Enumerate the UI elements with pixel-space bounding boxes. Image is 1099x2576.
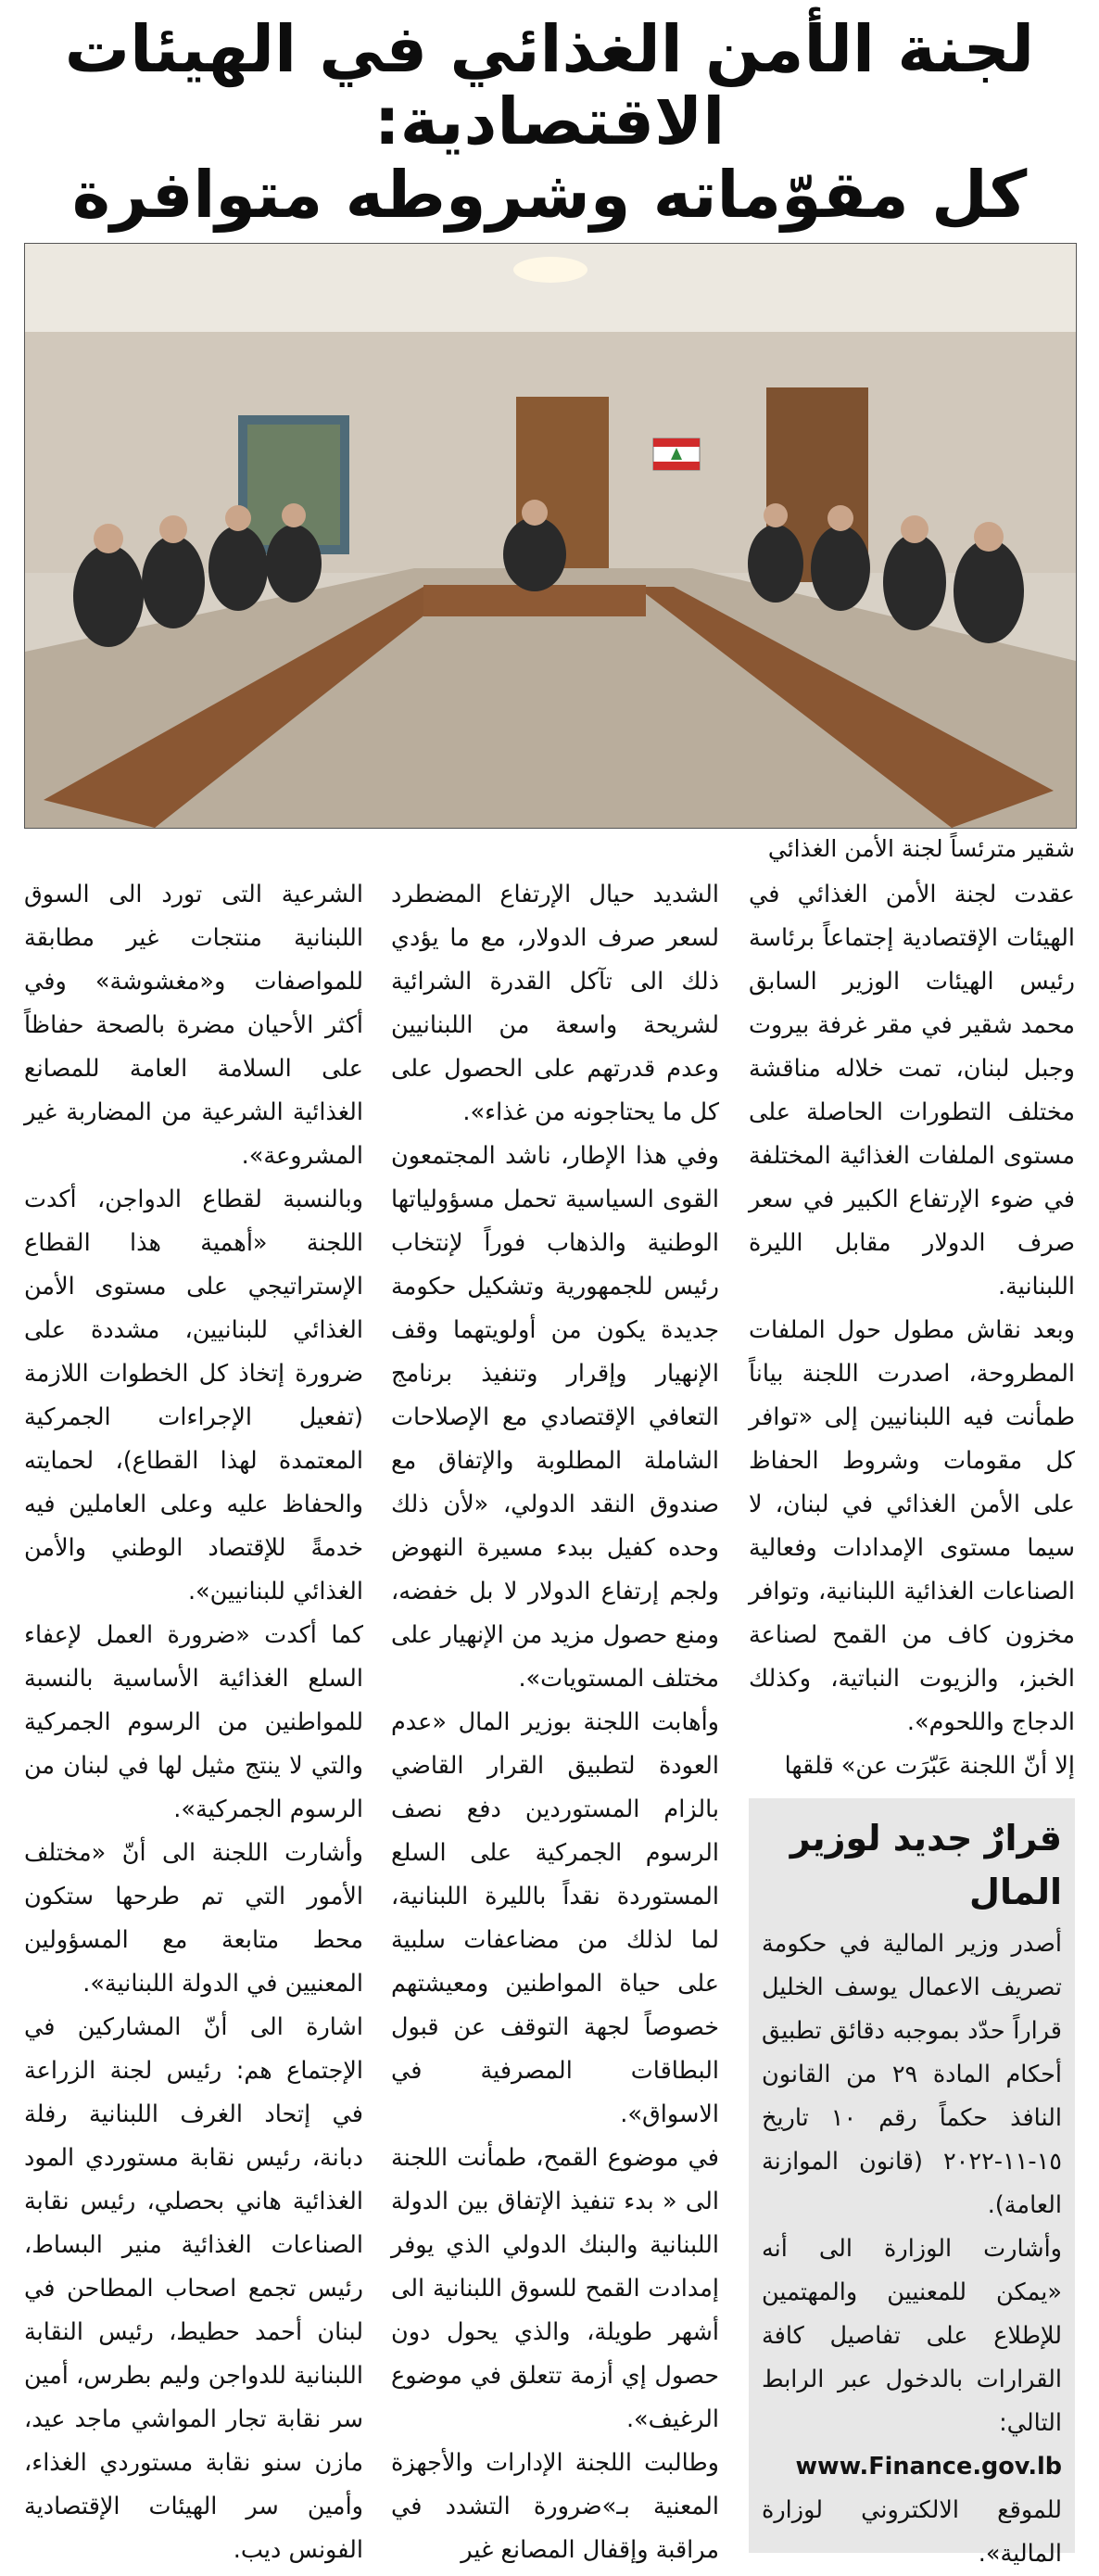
- paragraph: الشديد حيال الإرتفاع المضطرد لسعر صرف الدولار، مع ما يؤدي ذلك الى تآكل القدرة الشرائية لشريحة واسعة من اللبنانيين وعدم قدرتهم على الحصول على كل ما يحتاجونه من غذاء».: [391, 881, 719, 1126]
- box-paragraph: [762, 2227, 1062, 2576]
- headline: [22, 13, 1077, 231]
- box-paragraph-text: وأشارت الوزارة الى أنه «يمكن للمعنيين والمهتمين للإطلاع على تفاصيل كافة القرارات بالدخول عبر الرابط التالي:: [762, 2235, 1062, 2437]
- paragraph: وطالبت اللجنة الإدارات والأجهزة المعنية بـ»ضرورة التشدد في مراقبة وإقفال المصانع غير: [391, 2449, 719, 2564]
- paragraph: كما أكدت «ضرورة العمل لإعفاء السلع الغذائية الأساسية بالنسبة للمواطنين من الرسوم الجمركية والتي لا ينتج مثيل لها في لبنان من الرسوم الجمركية».: [24, 1621, 363, 1823]
- article-column-2: [391, 873, 719, 2564]
- paragraph: الشرعية التى تورد الى السوق اللبنانية منتجات غير مطابقة للمواصفات و«مغشوشة» وفي أكثر الأحيان مضرة بالصحة حفاظاً على السلامة العامة للمصانع الغذائية الشرعية من المضاربة غير المشروعة».: [24, 881, 363, 1170]
- paragraph: عقدت لجنة الأمن الغذائي في الهيئات الإقتصادية إجتماعاً برئاسة رئيس الهيئات الوزير السابق محمد شقير في مقر غرفة بيروت وجبل لبنان، تمت خلاله مناقشة مختلف التطورات الحاصلة على مستوى الملفات الغذائية المختلفة في ضوء الإرتفاع الكبير في سعر صرف الدولار مقابل الليرة اللبنانية.: [749, 881, 1075, 1301]
- paragraph: وبالنسبة لقطاع الدواجن، أكدت اللجنة «أهمية هذا القطاع الإستراتيجي على مستوى الأمن الغذائي للبنانيين، مشددة على ضرورة إتخاذ كل الخطوات اللازمة (تفعيل الإجراءات الجمركية المعتمدة لهذا القطاع)، لحمايته والحفاظ عليه وعلى العاملين فيه خدمةً للإقتصاد الوطني والأمن الغذائي للبنانيين».: [24, 1186, 363, 1605]
- box-body: [762, 1922, 1062, 2576]
- headline-line-1: لجنة الأمن الغذائي في الهيئات الاقتصادية:: [64, 11, 1035, 160]
- meeting-photo-illustration: [25, 244, 1076, 828]
- paragraph: إلا أنّ اللجنة عَبّرَت عن» قلقها: [784, 1752, 1075, 1780]
- box-paragraph-text: للموقع الالكتروني لوزارة المالية».: [762, 2496, 1062, 2568]
- finance-minister-decision-box: [749, 1798, 1075, 2568]
- paragraph: في موضوع القمح، طمأنت اللجنة الى « بدء تنفيذ الإتفاق بين الدولة اللبنانية والبنك الدولي الذي يوفر إمدادت القمح للسوق اللبنانية الى أشهر طويلة، والذي يحول دون حصول إي أزمة تتعلق في موضوع الرغيف».: [391, 2144, 719, 2433]
- finance-website-link[interactable]: www.Finance.gov.lb: [795, 2453, 1062, 2481]
- box-paragraph: أصدر وزير المالية في حكومة تصريف الاعمال يوسف الخليل قراراً حدّد بموجبه دقائق تطبيق أحكام المادة ٢٩ من القانون النافذ حكماً رقم ١٠ تاريخ ١٥-١١-٢٠٢٢ (قانون الموازنة العامة).: [762, 1930, 1062, 2219]
- paragraph: وأشارت اللجنة الى أنّ «مختلف الأمور التي تم طرحها ستكون محط متابعة مع المسؤولين المعنيين في الدولة اللبنانية».: [24, 1839, 363, 1998]
- meeting-photo: [24, 243, 1077, 829]
- paragraph: وأهابت اللجنة بوزير المال «عدم العودة لتطبيق القرار القاضي بالزام المستوردين دفع نصف الرسوم الجمركية على السلع المستوردة نقداً بالليرة اللبنانية، لما لذلك من مضاعفات سلبية على حياة المواطنين ومعيشتهم خصوصاً لجهة التوقف عن قبول البطاقات المصرفية في الاسواق».: [391, 1708, 719, 2128]
- paragraph: وبعد نقاش مطول حول الملفات المطروحة، اصدرت اللجنة بياناً طمأنت فيه اللبنانيين إلى «توافر كل مقومات وشروط الحفاظ على الأمن الغذائي في لبنان، لا سيما مستوى الإمدادات وفعالية الصناعات الغذائية اللبنانية، وتوافر مخزون كاف من القمح لصناعة الخبز، والزيوت النباتية، وكذلك الدجاج واللحوم».: [749, 1316, 1075, 1736]
- article-column-3: [24, 873, 363, 2564]
- photo-caption: شقير مترئساً لجنة الأمن الغذائي: [767, 835, 1075, 862]
- paragraph: اشارة الى أنّ المشاركين في الإجتماع هم: رئيس لجنة الزراعة في إتحاد الغرف اللبنانية رفلة دبانة، رئيس نقابة مستوردي المود الغذائية هاني بحصلي، رئيس نقابة الصناعات الغذائية منير البساط، رئيس تجمع اصحاب المطاحن في لبنان أحمد حطيط، رئيس النقابة اللبنانية للدواجن وليم بطرس، أمين سر نقابة تجار المواشي ماجد عيد، مازن سنو نقابة مستوردي الغذاء، وأمين سر الهيئات الإقتصادية الفونس ديب.: [24, 2013, 363, 2564]
- headline-line-2: كل مقوّماته وشروطه متوافرة: [71, 156, 1028, 233]
- box-title: قرارٌ جديد لوزير المال: [790, 1818, 1062, 1912]
- paragraph: وفي هذا الإطار، ناشد المجتمعون القوى السياسية تحمل مسؤولياتها الوطنية والذهاب فوراً لإنتخاب رئيس للجمهورية وتشكيل حكومة جديدة يكون من أولويتهما وقف الإنهيار وإقرار وتنفيذ برنامج التعافي الإقتصادي مع الإصلاحات الشاملة المطلوبة والإتفاق مع صندوق النقد الدولي، «لأن ذلك وحده كفيل ببدء مسيرة النهوض ولجم إرتفاع الدولار لا بل خفضه، ومنع حصول مزيد من الإنهيار على مختلف المستويات».: [391, 1142, 719, 1693]
